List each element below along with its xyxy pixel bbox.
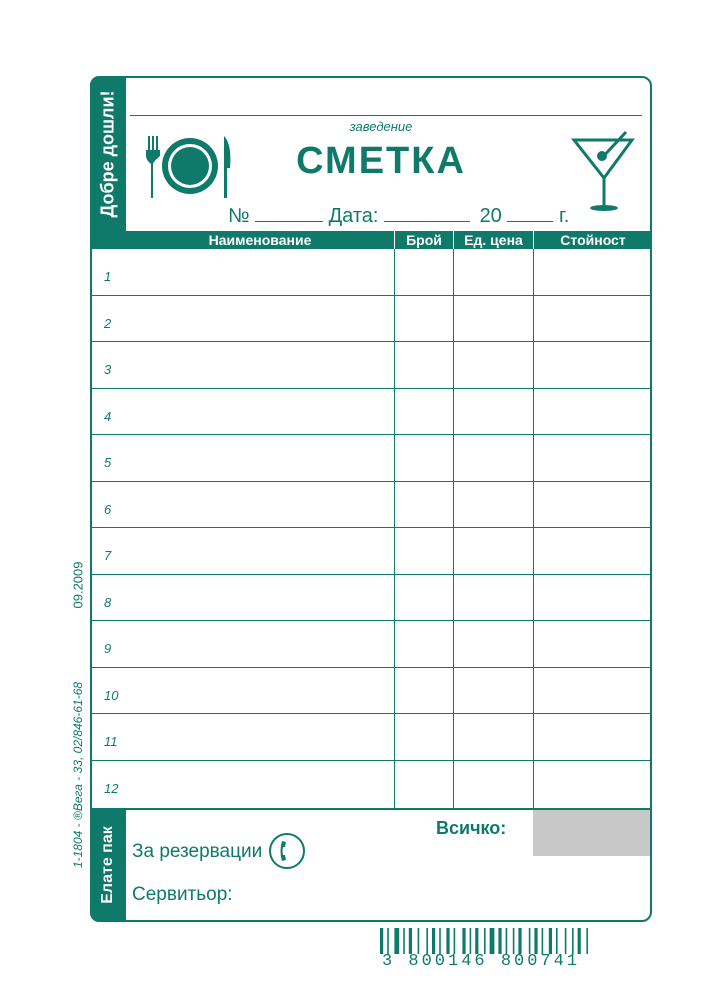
row-number: 7 <box>104 548 112 563</box>
cocktail-glass-icon <box>570 130 636 214</box>
table-row[interactable] <box>90 761 652 808</box>
table-row[interactable] <box>90 528 652 575</box>
table-row[interactable] <box>90 668 652 715</box>
venue-line <box>130 115 642 116</box>
col-header-unit-price: Ед. цена <box>464 232 523 248</box>
row-number: 2 <box>104 315 112 331</box>
plate-cutlery-icon <box>140 134 236 200</box>
reservations-label: За резервации <box>132 841 263 862</box>
number-date-line <box>228 205 628 228</box>
come-again-sidebar <box>90 808 126 922</box>
row-number: 1 <box>104 269 112 284</box>
year-field[interactable] <box>507 205 553 222</box>
date-field[interactable] <box>384 205 470 222</box>
waiter-label: Сервитьор: <box>132 884 233 905</box>
table-row[interactable] <box>90 342 652 389</box>
page-title: СМЕТКА <box>296 140 466 182</box>
col-header-qty: Брой <box>406 232 442 248</box>
row-number: 8 <box>104 594 112 610</box>
table-row[interactable] <box>90 714 652 761</box>
come-again-text: Елате пак <box>99 826 116 904</box>
table-header <box>90 231 652 249</box>
margin-print-info: 1-1804 - ®Вега - 33, 02/846-61-68 <box>71 681 85 869</box>
table-row[interactable] <box>90 296 652 343</box>
row-number: 5 <box>104 455 112 470</box>
row-number: 11 <box>104 734 118 749</box>
table-row[interactable] <box>90 389 652 436</box>
barcode <box>380 928 640 972</box>
row-number: 10 <box>104 687 119 703</box>
row-number: 12 <box>104 780 119 796</box>
total-label: Всичко: <box>436 818 507 838</box>
waiter-field[interactable] <box>240 900 640 902</box>
phone-icon <box>268 832 306 870</box>
number-field[interactable] <box>255 205 323 222</box>
date-label: Дата: <box>328 205 379 227</box>
year-label: 20 <box>479 205 502 227</box>
table-row[interactable] <box>90 575 652 622</box>
table-row[interactable] <box>90 435 652 482</box>
year-suffix: г. <box>558 205 570 227</box>
row-number: 4 <box>104 408 112 424</box>
col-header-name: Наименование <box>208 232 312 248</box>
table-row[interactable] <box>90 621 652 668</box>
total-box[interactable] <box>533 810 650 856</box>
venue-label: заведение <box>349 119 413 134</box>
row-number: 6 <box>104 501 112 517</box>
table-row[interactable] <box>90 249 652 296</box>
row-number: 9 <box>104 641 112 656</box>
col-header-value: Стойност <box>560 232 626 248</box>
welcome-text: Добре дошли! <box>97 89 118 218</box>
welcome-sidebar <box>90 76 126 231</box>
margin-date-code: 09.2009 <box>70 561 86 609</box>
row-number: 3 <box>104 362 112 377</box>
number-label: № <box>228 205 250 227</box>
barcode-digits: 3 800146 800741 <box>382 952 581 971</box>
table-row[interactable] <box>90 482 652 529</box>
